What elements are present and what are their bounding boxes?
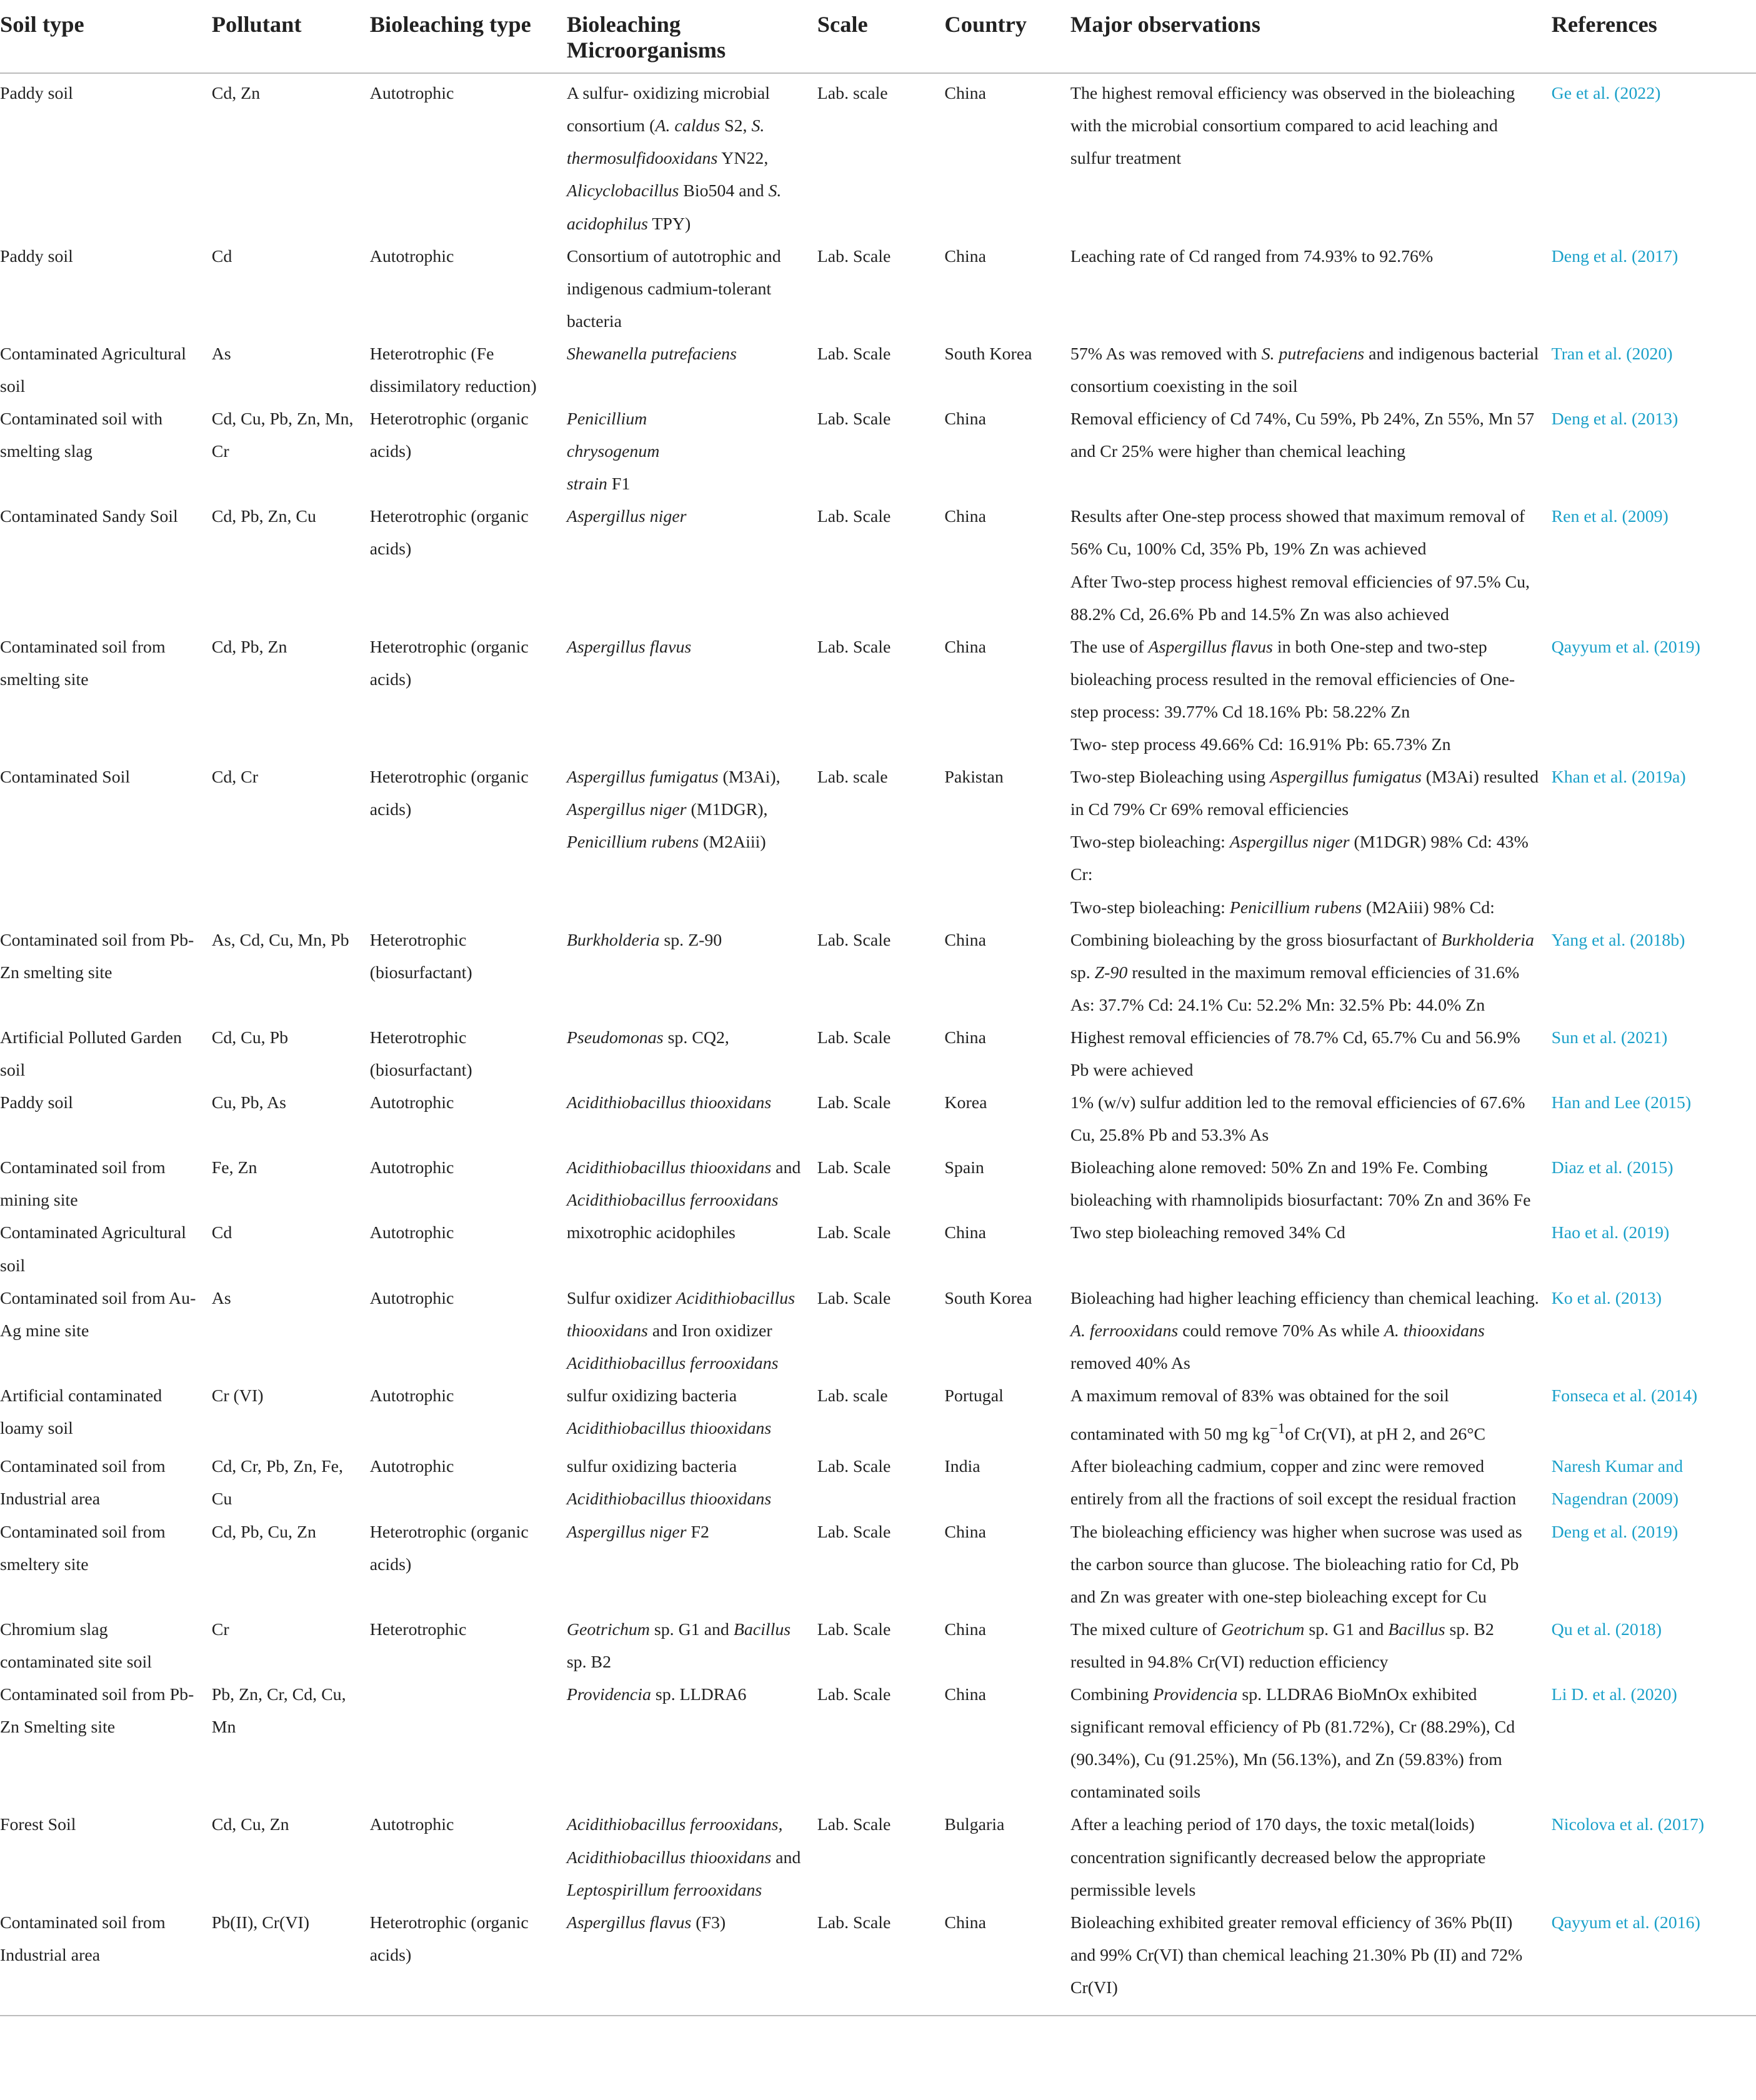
- cell-scale: Lab. Scale: [817, 1457, 891, 1477]
- cell-observations: Combining bioleaching by the gross biosurfactant of Burkholderia sp. Z-90 resulted in the maximum removal efficiencies of 31.6% As: 37.7% Cd: 24.1% Cu: 52.2% Mn: 32.5% Pb: 44.0% Zn: [1070, 930, 1534, 1015]
- cell-scale: Lab. Scale: [817, 1223, 891, 1243]
- cell-bioleaching-type: Heterotrophic (organic acids): [369, 637, 529, 689]
- cell-bioleaching-type: [370, 1679, 567, 1809]
- table-row: [0, 924, 1756, 1022]
- cell-country: China: [944, 409, 986, 429]
- cell-microorganisms: Consortium of autotrophic and indigenous cadmium-tolerant bacteria: [566, 246, 781, 331]
- cell-observations: The highest removal efficiency was observed in the bioleaching with the microbial consortium compared to acid leaching and sulfur treatment: [1070, 84, 1515, 169]
- cell-microorganisms: Aspergillus flavus (F3): [566, 1912, 726, 1932]
- cell-bioleaching-type: Heterotrophic (organic acids): [369, 1912, 529, 1965]
- cell-reference[interactable]: Ko et al. (2013): [1551, 1288, 1662, 1308]
- cell-soil-type: Contaminated Sandy Soil: [0, 507, 178, 527]
- cell-observations: Bioleaching alone removed: 50% Zn and 19% Fe. Combing bioleaching with rhamnolipids biosurfactant: 70% Zn and 36% Fe: [1070, 1158, 1531, 1211]
- cell-scale: Lab. Scale: [817, 1619, 891, 1639]
- cell-reference[interactable]: Qu et al. (2018): [1551, 1619, 1662, 1639]
- cell-soil-type: Chromium slag contaminated site soil: [0, 1619, 152, 1672]
- cell-pollutant: Cd, Cu, Pb: [211, 1028, 289, 1048]
- cell-microorganisms: Acidithiobacillus thiooxidans and Acidithiobacillus ferrooxidans: [566, 1158, 801, 1211]
- cell-microorganisms: Pseudomonas sp. CQ2,: [566, 1028, 729, 1048]
- cell-reference[interactable]: Ren et al. (2009): [1551, 507, 1669, 527]
- cell-observations: After bioleaching cadmium, copper and zinc were removed entirely from all the fractions of soil except the residual fraction: [1070, 1457, 1517, 1509]
- cell-country: South Korea: [944, 344, 1032, 364]
- cell-reference[interactable]: Han and Lee (2015): [1551, 1093, 1692, 1113]
- cell-observations: Results after One-step process showed that maximum removal of 56% Cu, 100% Cd, 35% Pb, 19% Zn was achieved After Two-step process highest removal efficiencies of 97.5% Cu, 88.2% Cd, 26.6% Pb and 14.5% Zn was also achieved: [1070, 507, 1530, 624]
- table-row: [0, 631, 1756, 761]
- header-pollutant: Pollutant: [211, 12, 302, 38]
- header-bioleaching-type: Bioleaching type: [369, 12, 531, 38]
- header-microorganisms: Bioleaching Microorganisms: [566, 12, 726, 63]
- cell-pollutant: Pb(II), Cr(VI): [211, 1912, 310, 1932]
- cell-pollutant: As, Cd, Cu, Mn, Pb: [211, 930, 349, 950]
- cell-reference[interactable]: Ge et al. (2022): [1551, 84, 1661, 104]
- cell-country: Spain: [944, 1158, 984, 1178]
- cell-pollutant: Cd, Pb, Zn, Cu: [211, 507, 316, 527]
- table-row: [0, 761, 1756, 924]
- cell-soil-type: Paddy soil: [0, 84, 73, 104]
- cell-country: China: [944, 637, 986, 657]
- cell-pollutant: Cd, Pb, Zn: [211, 637, 287, 657]
- cell-bioleaching-type: Autotrophic: [369, 1158, 454, 1178]
- table-row: [0, 1907, 1756, 2016]
- cell-scale: Lab. Scale: [817, 246, 891, 266]
- cell-reference[interactable]: Nicolova et al. (2017): [1551, 1815, 1705, 1835]
- cell-scale: Lab. Scale: [817, 1815, 891, 1835]
- cell-reference[interactable]: Tran et al. (2020): [1551, 344, 1673, 364]
- cell-microorganisms: Acidithiobacillus ferrooxidans, Acidithiobacillus thiooxidans and Leptospirillum ferrooxidans: [566, 1815, 801, 1900]
- cell-country: Bulgaria: [944, 1815, 1005, 1835]
- cell-pollutant: As: [211, 344, 231, 364]
- table-row: [0, 338, 1756, 403]
- cell-microorganisms: Aspergillus fumigatus (M3Ai), Aspergillus niger (M1DGR), Penicillium rubens (M2Aiii): [566, 768, 781, 852]
- cell-microorganisms: Aspergillus niger: [566, 507, 687, 527]
- cell-soil-type: Contaminated Agricultural soil: [0, 344, 186, 397]
- cell-soil-type: Forest Soil: [0, 1815, 76, 1835]
- cell-pollutant: Cd: [211, 1223, 232, 1243]
- cell-pollutant: Cd, Zn: [211, 84, 261, 104]
- cell-soil-type: Contaminated soil from smeltery site: [0, 1522, 166, 1574]
- table-row: [0, 241, 1756, 338]
- header-soil-type: Soil type: [0, 12, 84, 38]
- cell-pollutant: Cd, Cu, Pb, Zn, Mn, Cr: [211, 409, 354, 462]
- cell-soil-type: Contaminated soil from Pb-Zn smelting site: [0, 930, 194, 982]
- cell-microorganisms: mixotrophic acidophiles: [566, 1223, 736, 1243]
- table-row: [0, 1679, 1756, 1809]
- cell-observations: The mixed culture of Geotrichum sp. G1 and Bacillus sp. B2 resulted in 94.8% Cr(VI) reduction efficiency: [1070, 1619, 1494, 1672]
- cell-reference[interactable]: Qayyum et al. (2019): [1551, 637, 1700, 657]
- cell-observations: Combining Providencia sp. LLDRA6 BioMnOx exhibited significant removal efficiency of Pb (81.72%), Cr (88.29%), Cd (90.34%), Cu (91.25%), Mn (56.13%), and Zn (59.83%) from contaminated soils: [1070, 1685, 1515, 1802]
- cell-country: China: [944, 246, 986, 266]
- cell-bioleaching-type: Autotrophic: [369, 84, 454, 104]
- header-observations: Major observations: [1070, 12, 1260, 38]
- table-row: [0, 1614, 1756, 1679]
- cell-observations: The bioleaching efficiency was higher when sucrose was used as the carbon source than glucose. The bioleaching ratio for Cd, Pb and Zn was greater with one-step bioleaching except for Cu: [1070, 1522, 1522, 1607]
- cell-bioleaching-type: Autotrophic: [369, 1223, 454, 1243]
- cell-bioleaching-type: Heterotrophic (Fe dissimilatory reduction): [369, 344, 537, 397]
- cell-pollutant: Cd: [211, 246, 232, 266]
- cell-country: India: [944, 1457, 980, 1477]
- cell-bioleaching-type: Heterotrophic (biosurfactant): [369, 930, 472, 982]
- cell-scale: Lab. Scale: [817, 637, 891, 657]
- cell-microorganisms: Burkholderia sp. Z-90: [566, 930, 722, 950]
- cell-country: China: [944, 1522, 986, 1542]
- cell-scale: Lab. Scale: [817, 1028, 891, 1048]
- cell-country: China: [944, 507, 986, 527]
- cell-soil-type: Artificial Polluted Garden soil: [0, 1028, 182, 1080]
- table-row: [0, 73, 1756, 241]
- table-header-row: [0, 0, 1756, 73]
- cell-reference[interactable]: Li D. et al. (2020): [1551, 1685, 1677, 1705]
- table-row: [0, 1809, 1756, 1906]
- cell-scale: Lab. Scale: [817, 1158, 891, 1178]
- cell-country: Portugal: [944, 1386, 1004, 1406]
- cell-country: China: [944, 930, 986, 950]
- cell-scale: Lab. Scale: [817, 409, 891, 429]
- cell-reference[interactable]: Deng et al. (2019): [1551, 1522, 1679, 1542]
- cell-scale: Lab. scale: [817, 1386, 888, 1406]
- cell-soil-type: Contaminated soil from Industrial area: [0, 1912, 166, 1965]
- cell-reference[interactable]: Hao et al. (2019): [1551, 1223, 1670, 1243]
- table-row: [0, 1087, 1756, 1152]
- table-row: [0, 1217, 1756, 1282]
- cell-soil-type: Artificial contaminated loamy soil: [0, 1386, 162, 1439]
- cell-soil-type: Contaminated soil from smelting site: [0, 637, 166, 689]
- cell-scale: Lab. Scale: [817, 1685, 891, 1705]
- table-row: [0, 1152, 1756, 1217]
- cell-country: Korea: [944, 1093, 987, 1113]
- cell-observations: Bioleaching had higher leaching efficiency than chemical leaching. A. ferrooxidans could remove 70% As while A. thiooxidans removed 40% As: [1070, 1288, 1539, 1373]
- table-body: [0, 73, 1756, 2016]
- table-row: [0, 1022, 1756, 1087]
- header-scale: Scale: [817, 12, 868, 38]
- cell-microorganisms: Penicillium chrysogenum strain F1: [566, 409, 660, 494]
- cell-bioleaching-type: Autotrophic: [369, 246, 454, 266]
- cell-soil-type: Contaminated soil from Industrial area: [0, 1457, 166, 1509]
- cell-observations: Bioleaching exhibited greater removal efficiency of 36% Pb(II) and 99% Cr(VI) than chemical leaching 21.30% Pb (II) and 72% Cr(VI): [1070, 1912, 1523, 1998]
- cell-scale: Lab. Scale: [817, 1522, 891, 1542]
- cell-observations: 57% As was removed with S. putrefaciens and indigenous bacterial consortium coexisting in the soil: [1070, 344, 1539, 397]
- cell-reference[interactable]: Fonseca et al. (2014): [1551, 1386, 1698, 1406]
- cell-bioleaching-type: Autotrophic: [369, 1815, 454, 1835]
- cell-pollutant: Cu, Pb, As: [211, 1093, 286, 1113]
- cell-observations: Two step bioleaching removed 34% Cd: [1070, 1223, 1345, 1243]
- cell-microorganisms: Shewanella putrefaciens: [566, 344, 737, 364]
- cell-soil-type: Contaminated Soil: [0, 768, 131, 788]
- cell-country: China: [944, 84, 986, 104]
- table-row: [0, 1380, 1756, 1451]
- cell-bioleaching-type: Autotrophic: [369, 1386, 454, 1406]
- cell-country: China: [944, 1028, 986, 1048]
- cell-observations: Highest removal efficiencies of 78.7% Cd, 65.7% Cu and 56.9% Pb were achieved: [1070, 1028, 1520, 1080]
- cell-microorganisms: Sulfur oxidizer Acidithiobacillus thiooxidans and Iron oxidizer Acidithiobacillus ferrooxidans: [566, 1288, 796, 1373]
- cell-pollutant: Fe, Zn: [211, 1158, 257, 1178]
- cell-scale: Lab. Scale: [817, 344, 891, 364]
- cell-microorganisms: Aspergillus flavus: [566, 637, 692, 657]
- cell-scale: Lab. scale: [817, 84, 888, 104]
- cell-microorganisms: Aspergillus niger F2: [566, 1522, 709, 1542]
- cell-bioleaching-type: Heterotrophic (organic acids): [369, 768, 529, 820]
- table-row: [0, 501, 1756, 631]
- cell-bioleaching-type: Autotrophic: [369, 1093, 454, 1113]
- cell-bioleaching-type: Heterotrophic (biosurfactant): [369, 1028, 472, 1080]
- cell-observations: The use of Aspergillus flavus in both One-step and two-step bioleaching process resulted in the removal efficiencies of One-step process: 39.77% Cd 18.16% Pb: 58.22% Zn Two- step process 49.66% Cd: 16.91% Pb: 65.73% Zn: [1070, 637, 1515, 755]
- cell-reference[interactable]: Diaz et al. (2015): [1551, 1158, 1674, 1178]
- cell-reference[interactable]: Deng et al. (2013): [1551, 409, 1679, 429]
- cell-observations: Removal efficiency of Cd 74%, Cu 59%, Pb 24%, Zn 55%, Mn 57 and Cr 25% were higher than chemical leaching: [1070, 409, 1535, 462]
- cell-pollutant: Cd, Pb, Cu, Zn: [211, 1522, 316, 1542]
- cell-microorganisms: sulfur oxidizing bacteria Acidithiobacillus thiooxidans: [566, 1457, 772, 1509]
- cell-microorganisms: sulfur oxidizing bacteria Acidithiobacillus thiooxidans: [566, 1386, 772, 1439]
- cell-scale: Lab. Scale: [817, 507, 891, 527]
- table-row: [0, 403, 1756, 501]
- cell-microorganisms: A sulfur- oxidizing microbial consortium (A. caldus S2, S. thermosulfidooxidans YN22, Alicyclobacillus Bio504 and S. acidophilus TPY): [566, 84, 782, 234]
- cell-microorganisms: Acidithiobacillus thiooxidans: [566, 1093, 772, 1113]
- cell-soil-type: Contaminated soil with smelting slag: [0, 409, 162, 462]
- cell-country: China: [944, 1619, 986, 1639]
- cell-scale: Lab. Scale: [817, 930, 891, 950]
- cell-soil-type: Contaminated Agricultural soil: [0, 1223, 186, 1276]
- cell-soil-type: Contaminated soil from Pb-Zn Smelting site: [0, 1685, 194, 1738]
- cell-bioleaching-type: Heterotrophic: [369, 1619, 467, 1639]
- cell-country: China: [944, 1912, 986, 1932]
- cell-country: South Korea: [944, 1288, 1032, 1308]
- cell-observations: After a leaching period of 170 days, the toxic metal(loids) concentration significantly decreased below the appropriate permissible levels: [1070, 1815, 1486, 1900]
- cell-pollutant: As: [211, 1288, 231, 1308]
- header-country: Country: [944, 12, 1027, 38]
- cell-country: China: [944, 1685, 986, 1705]
- cell-scale: Lab. Scale: [817, 1093, 891, 1113]
- cell-pollutant: Cd, Cr, Pb, Zn, Fe, Cu: [211, 1457, 343, 1509]
- cell-reference[interactable]: Sun et al. (2021): [1551, 1028, 1668, 1048]
- cell-soil-type: Contaminated soil from mining site: [0, 1158, 166, 1211]
- cell-reference[interactable]: Khan et al. (2019a): [1551, 768, 1686, 788]
- cell-scale: Lab. Scale: [817, 1288, 891, 1308]
- cell-observations: Two-step Bioleaching using Aspergillus fumigatus (M3Ai) resulted in Cd 79% Cr 69% removal efficiencies Two-step bioleaching: Aspergillus niger (M1DGR) 98% Cd: 43% Cr: Two-step bioleaching: Penicillium rubens (M2Aiii) 98% Cd:: [1070, 768, 1539, 918]
- cell-scale: Lab. Scale: [817, 1912, 891, 1932]
- cell-observations: Leaching rate of Cd ranged from 74.93% to 92.76%: [1070, 246, 1434, 266]
- cell-soil-type: Contaminated soil from Au-Ag mine site: [0, 1288, 196, 1341]
- cell-reference[interactable]: Yang et al. (2018b): [1551, 930, 1685, 950]
- cell-reference[interactable]: Deng et al. (2017): [1551, 246, 1679, 266]
- cell-country: China: [944, 1223, 986, 1243]
- cell-bioleaching-type: Autotrophic: [369, 1457, 454, 1477]
- cell-observations: 1% (w/v) sulfur addition led to the removal efficiencies of 67.6% Cu, 25.8% Pb and 53.3% As: [1070, 1093, 1525, 1146]
- cell-bioleaching-type: Heterotrophic (organic acids): [369, 1522, 529, 1574]
- table-row: [0, 1451, 1756, 1516]
- cell-reference[interactable]: Naresh Kumar and Nagendran (2009): [1551, 1457, 1683, 1509]
- cell-country: Pakistan: [944, 768, 1004, 788]
- cell-soil-type: Paddy soil: [0, 1093, 73, 1113]
- table-row: [0, 1516, 1756, 1614]
- cell-pollutant: Cd, Cu, Zn: [211, 1815, 289, 1835]
- cell-bioleaching-type: Heterotrophic (organic acids): [369, 409, 529, 462]
- cell-microorganisms: Geotrichum sp. G1 and Bacillus sp. B2: [566, 1619, 791, 1672]
- cell-bioleaching-type: Autotrophic: [369, 1288, 454, 1308]
- cell-pollutant: Pb, Zn, Cr, Cd, Cu, Mn: [211, 1685, 346, 1738]
- header-references: References: [1551, 12, 1657, 38]
- cell-reference[interactable]: Qayyum et al. (2016): [1551, 1912, 1700, 1932]
- table-row: [0, 1282, 1756, 1380]
- cell-observations: A maximum removal of 83% was obtained for the soil contaminated with 50 mg $kg^{-1}of$ Cr(VI), at pH 2, and 26°C: [1070, 1386, 1486, 1444]
- cell-bioleaching-type: Heterotrophic (organic acids): [369, 507, 529, 559]
- cell-soil-type: Paddy soil: [0, 246, 73, 266]
- cell-pollutant: Cr (VI): [211, 1386, 264, 1406]
- cell-pollutant: Cd, Cr: [211, 768, 259, 788]
- cell-pollutant: Cr: [211, 1619, 229, 1639]
- cell-microorganisms: Providencia sp. LLDRA6: [566, 1685, 747, 1705]
- cell-scale: Lab. scale: [817, 768, 888, 788]
